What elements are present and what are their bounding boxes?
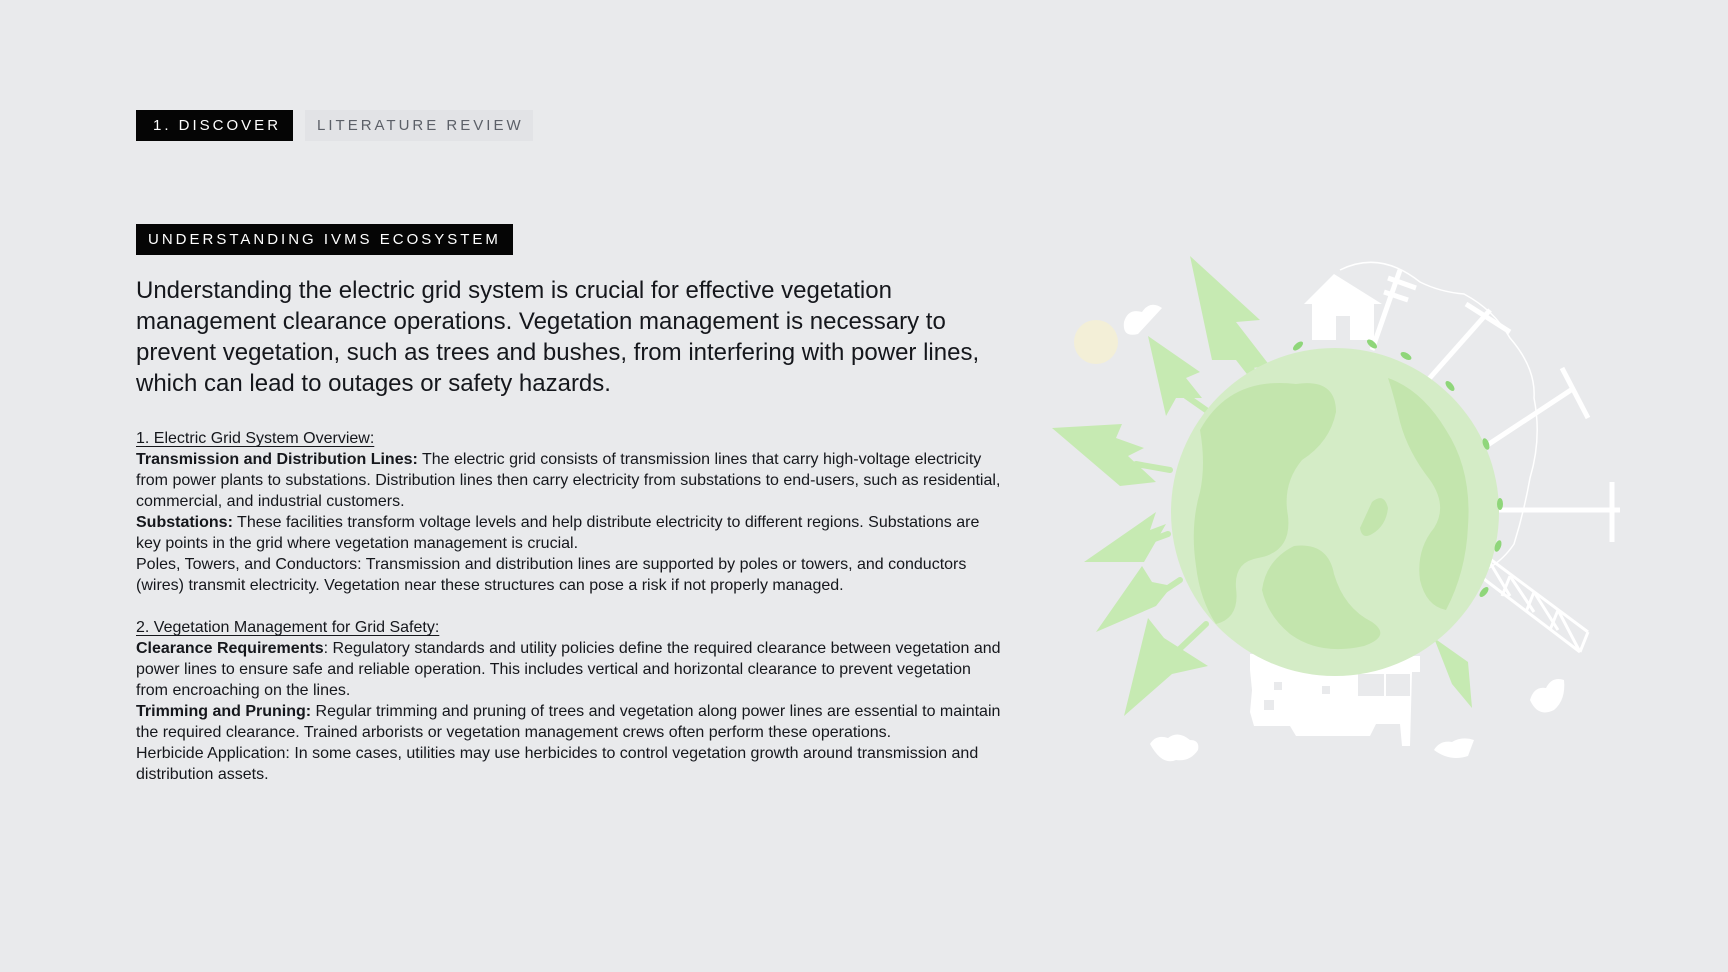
earth-grid-icon (1040, 250, 1630, 770)
item-term: Transmission and Distribution Lines: (136, 451, 418, 468)
body-text (136, 428, 1006, 785)
list-item (136, 743, 1006, 785)
item-text: Poles, Towers, and Conductors: Transmission and distribution lines are supported by poles or towers, and conductors (wires) transmit electricity. Vegetation near these structures can pose a risk if not properly managed. (136, 556, 967, 594)
item-term: Substations: (136, 514, 233, 531)
list-item (136, 638, 1006, 701)
section-heading: 1. Electric Grid System Overview: (136, 430, 375, 447)
stage-tag: LITERATURE REVIEW (305, 110, 533, 141)
item-term: Clearance Requirements (136, 640, 324, 657)
item-text: Herbicide Application: In some cases, utilities may use herbicides to control vegetation growth around transmission and distribution assets. (136, 745, 979, 783)
item-text: : Regulatory standards and utility policies define the required clearance between vegetation and power lines to ensure safe and reliable operation. This includes vertical and horizontal clearance to prevent vegetation from encroaching on the lines. (136, 640, 1001, 699)
step-tag: 1. DISCOVER (136, 110, 293, 141)
section-tag: UNDERSTANDING IVMS ECOSYSTEM (136, 224, 513, 255)
item-text: Regular trimming and pruning of trees and vegetation along power lines are essential to maintain the required clearance. Trained arborists or vegetation management crews often perform these operations. (136, 703, 1001, 741)
item-text: The electric grid consists of transmission lines that carry high-voltage electricity from power plants to substations. Distribution lines then carry electricity from substations to end-users, such as residential, commercial, and industrial customers. (136, 451, 1001, 510)
list-item (136, 449, 1006, 512)
step-tags (136, 110, 533, 141)
lead-paragraph: Understanding the electric grid system is crucial for effective vegetation management clearance operations. Vegetation management is necessary to prevent vegetation, such as trees and bushes, from interfering with power lines, which can lead to outages or safety hazards. (136, 277, 980, 397)
list-item (136, 512, 1006, 554)
list-item (136, 701, 1006, 743)
section-heading: 2. Vegetation Management for Grid Safety: (136, 619, 440, 636)
item-term: Trimming and Pruning: (136, 703, 312, 720)
item-text: These facilities transform voltage levels and help distribute electricity to different regions. Substations are key points in the grid where vegetation management is crucial. (136, 514, 980, 552)
list-item (136, 554, 1006, 596)
